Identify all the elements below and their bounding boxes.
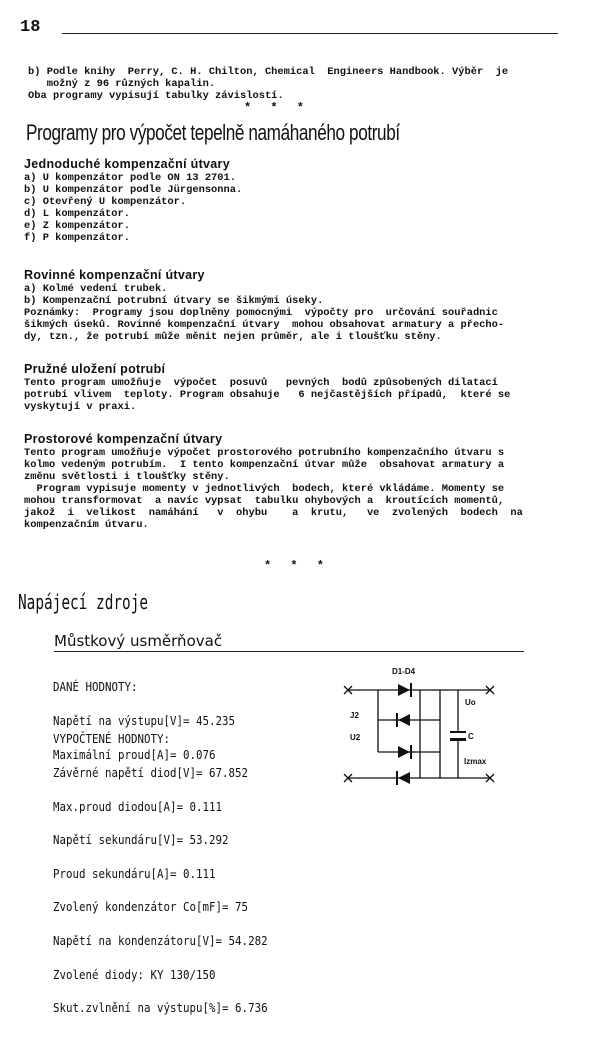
text-line: kolmo vedeným potrubím. I tento kompenzační útvar může obsahovat armatury a bbox=[24, 459, 505, 471]
value-line: Zvolený kondenzátor Co[mF]= 75 bbox=[53, 900, 249, 915]
subsection-title-bridge: Můstkový usměrňovač bbox=[54, 632, 223, 650]
text-line: Poznámky: Programy jsou doplněny pomocnými výpočty pro určování souřadnic bbox=[24, 307, 498, 319]
text-line: jakož i velikost namáhání v ohybu a krutu, ve zvolených bodech na bbox=[24, 507, 523, 519]
separator-stars-bottom: * * * bbox=[264, 559, 331, 573]
subsection-rule bbox=[54, 651, 524, 652]
text-line: Program vypisuje momenty v jednotlivých bodech, které vkládáme. Momenty se bbox=[24, 483, 505, 495]
header-rule bbox=[62, 33, 558, 34]
intro-line-3: Oba programy vypisují tabulky závislostí. bbox=[28, 90, 284, 102]
label-j2: J2 bbox=[350, 711, 359, 720]
label-uo: Uo bbox=[465, 698, 476, 707]
label-u2: U2 bbox=[350, 733, 361, 742]
value-line: Napětí na kondenzátoru[V]= 54.282 bbox=[53, 934, 268, 949]
value-line: Skut.zvlnění na výstupu[%]= 6.736 bbox=[53, 1001, 268, 1016]
computed-values bbox=[53, 712, 268, 1037]
value-line: Napětí na výstupu[V]= 45.235 bbox=[53, 714, 236, 729]
text-line: dy, tzn., že potrubí může měnit nejen průměr, ale i tloušťku stěny. bbox=[24, 331, 442, 343]
heading-rovinne: Rovinné kompenzační útvary bbox=[24, 268, 205, 282]
block-pruzne bbox=[24, 362, 510, 413]
text-line: změnu světlosti i tloušťky stěny. bbox=[24, 471, 230, 483]
label-izmax: Izmax bbox=[464, 757, 487, 766]
value-line: Zvolené diody: KY 130/150 bbox=[53, 967, 216, 982]
text-line: mohou transformovat a navíc vypsat tabulku ohybových a kroutících momentů, bbox=[24, 495, 505, 507]
text-line: Tento program umožňuje výpočet prostorového potrubního kompenzačního útvaru s bbox=[24, 447, 505, 459]
text-line: a) Kolmé vedení trubek. bbox=[24, 283, 168, 295]
value-line: Proud sekundáru[A]= 0.111 bbox=[53, 866, 216, 881]
given-heading: DANÉ HODNOTY: bbox=[53, 680, 138, 695]
computed-heading: VYPOČTENÉ HODNOTY: bbox=[53, 732, 171, 747]
value-line: Max.proud diodou[A]= 0.111 bbox=[53, 799, 223, 814]
list-item: b) U kompenzátor podle Jürgensonna. bbox=[24, 184, 243, 196]
block-jednoduche bbox=[24, 157, 242, 244]
label-c: C bbox=[468, 732, 474, 741]
section-title-programs: Programy pro výpočet tepelně namáhaného potrubí bbox=[26, 120, 400, 145]
list-item: f) P kompenzátor. bbox=[24, 232, 131, 244]
value-line: Závěrné napětí diod[V]= 67.852 bbox=[53, 766, 249, 781]
heading-jednoduche: Jednoduché kompenzační útvary bbox=[24, 157, 230, 171]
intro-line-2: možný z 96 různých kapalin. bbox=[28, 78, 216, 90]
page-number: 18 bbox=[20, 18, 41, 37]
section-title-power: Napájecí zdroje bbox=[18, 590, 149, 614]
text-line: šikmých úseků. Rovinné kompenzační útvary mohou obsahovat armatury a přecho- bbox=[24, 319, 505, 331]
list-item: a) U kompenzátor podle ON 13 2701. bbox=[24, 172, 237, 184]
list-item: e) Z kompenzátor. bbox=[24, 220, 131, 232]
heading-prostorove: Prostorové kompenzační útvary bbox=[24, 432, 223, 446]
value-line: Napětí sekundáru[V]= 53.292 bbox=[53, 833, 229, 848]
list-item: d) L kompenzátor. bbox=[24, 208, 131, 220]
text-line: vyskytují v praxi. bbox=[24, 401, 137, 413]
intro-text bbox=[28, 66, 508, 102]
value-line: Maximální proud[A]= 0.076 bbox=[53, 747, 216, 762]
heading-pruzne: Pružné uložení potrubí bbox=[24, 362, 166, 376]
label-diodes: D1-D4 bbox=[392, 667, 416, 676]
intro-line-1: b) Podle knihy Perry, C. H. Chilton, Chemical Engineers Handbook. Výběr je bbox=[28, 66, 509, 78]
block-prostorove bbox=[24, 432, 523, 531]
text-line: b) Kompenzační potrubní útvary se šikmými úseky. bbox=[24, 295, 324, 307]
list-item: c) Otevřený U kompenzátor. bbox=[24, 196, 187, 208]
bridge-rectifier-schematic bbox=[340, 660, 500, 800]
separator-stars-top: * * * bbox=[244, 101, 311, 115]
block-rovinne bbox=[24, 268, 504, 343]
text-line: kompenzačním útvaru. bbox=[24, 519, 149, 531]
text-line: Tento program umožňuje výpočet posuvů pevných bodů způsobených dilatací bbox=[24, 377, 498, 389]
text-line: potrubí vlivem teploty. Program obsahuje 6 nejčastějších případů, které se bbox=[24, 389, 511, 401]
